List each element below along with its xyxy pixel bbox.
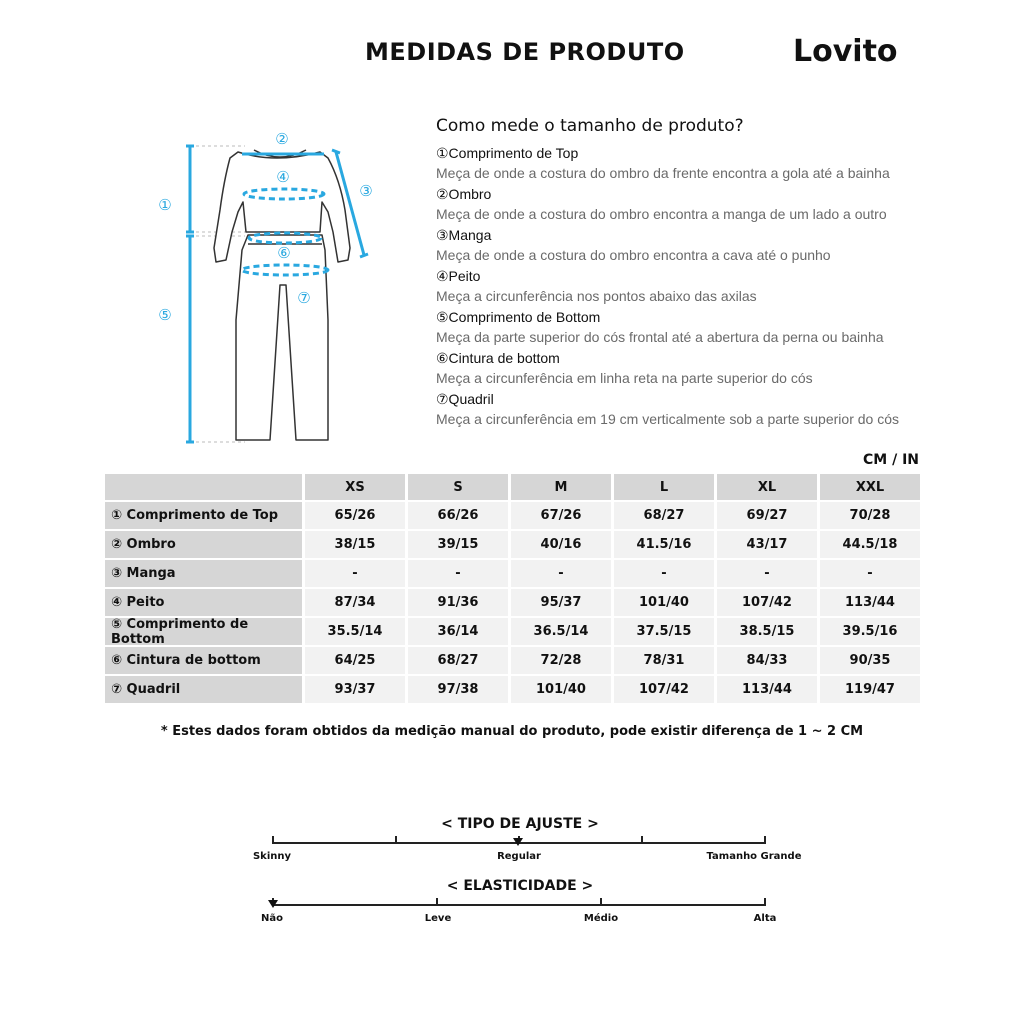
table-row bbox=[105, 618, 919, 645]
elasticity-label-nao: Não bbox=[261, 913, 283, 924]
guide-item-desc: Meça a circunferência em linha reta na parte superior do cós bbox=[436, 370, 813, 386]
table-cell: - bbox=[614, 560, 714, 587]
brand-logo: Lovito bbox=[793, 34, 898, 69]
table-cell: 68/27 bbox=[408, 647, 508, 674]
elasticity-tick bbox=[436, 898, 438, 906]
table-cell: 113/44 bbox=[820, 589, 920, 616]
table-cell: 37.5/15 bbox=[614, 618, 714, 645]
table-cell: 119/47 bbox=[820, 676, 920, 703]
table-cell: 84/33 bbox=[717, 647, 817, 674]
table-cell: 87/34 bbox=[305, 589, 405, 616]
table-cell: 66/26 bbox=[408, 502, 508, 529]
guide-item bbox=[436, 143, 996, 184]
guide-item bbox=[436, 225, 996, 266]
guide-item bbox=[436, 389, 996, 430]
table-row bbox=[105, 647, 919, 674]
table-cell: 38/15 bbox=[305, 531, 405, 558]
size-header: S bbox=[408, 474, 508, 500]
size-header: M bbox=[511, 474, 611, 500]
table-cell: 65/26 bbox=[305, 502, 405, 529]
marker-7: ⑦ bbox=[297, 289, 311, 307]
table-cell: 93/37 bbox=[305, 676, 405, 703]
table-cell: 43/17 bbox=[717, 531, 817, 558]
table-corner-cell bbox=[105, 474, 302, 500]
marker-5: ⑤ bbox=[158, 306, 172, 324]
table-cell: 38.5/15 bbox=[717, 618, 817, 645]
marker-1: ① bbox=[158, 196, 172, 214]
elasticity-tick bbox=[600, 898, 602, 906]
fit-label-regular: Regular bbox=[497, 851, 541, 862]
measurement-note: * Estes dados foram obtidos da medição manual do produto, pode existir diferença de 1 ~ 2 CM bbox=[160, 724, 864, 739]
elasticity-scale-line bbox=[272, 904, 766, 906]
table-cell: 67/26 bbox=[511, 502, 611, 529]
fit-label-large: Tamanho Grande bbox=[706, 851, 802, 862]
guide-item-name: ⑦Quadril bbox=[436, 391, 494, 407]
fit-scale-title: < TIPO DE AJUSTE > bbox=[441, 816, 599, 832]
fit-tick bbox=[395, 836, 397, 844]
guide-item-name: ⑥Cintura de bottom bbox=[436, 350, 560, 366]
row-label: ⑦ Quadril bbox=[105, 676, 302, 703]
table-cell: 101/40 bbox=[614, 589, 714, 616]
guide-item-name: ⑤Comprimento de Bottom bbox=[436, 309, 601, 325]
elasticity-tick bbox=[764, 898, 766, 906]
page-title: MEDIDAS DE PRODUTO bbox=[365, 38, 685, 66]
marker-2: ② bbox=[275, 130, 289, 148]
table-cell: 39/15 bbox=[408, 531, 508, 558]
elasticity-selected-marker-icon bbox=[268, 900, 278, 908]
fit-tick bbox=[641, 836, 643, 844]
table-row bbox=[105, 676, 919, 703]
table-cell: 39.5/16 bbox=[820, 618, 920, 645]
fit-selected-marker-icon bbox=[513, 838, 523, 846]
fit-scale bbox=[272, 836, 766, 850]
table-cell: 40/16 bbox=[511, 531, 611, 558]
row-label: ② Ombro bbox=[105, 531, 302, 558]
table-cell: 72/28 bbox=[511, 647, 611, 674]
table-cell: 95/37 bbox=[511, 589, 611, 616]
table-cell: 64/25 bbox=[305, 647, 405, 674]
table-cell: 41.5/16 bbox=[614, 531, 714, 558]
marker-6: ⑥ bbox=[277, 244, 291, 262]
elasticity-scale bbox=[272, 898, 766, 912]
guide-item bbox=[436, 184, 996, 225]
size-header: XS bbox=[305, 474, 405, 500]
size-table bbox=[105, 474, 919, 705]
size-header: XL bbox=[717, 474, 817, 500]
table-cell: 90/35 bbox=[820, 647, 920, 674]
table-cell: 107/42 bbox=[717, 589, 817, 616]
table-cell: - bbox=[511, 560, 611, 587]
table-cell: 44.5/18 bbox=[820, 531, 920, 558]
table-cell: - bbox=[717, 560, 817, 587]
table-cell: - bbox=[408, 560, 508, 587]
row-label: ⑥ Cintura de bottom bbox=[105, 647, 302, 674]
elasticity-label-leve: Leve bbox=[424, 913, 452, 924]
table-cell: 69/27 bbox=[717, 502, 817, 529]
table-cell: 70/28 bbox=[820, 502, 920, 529]
table-cell: 36/14 bbox=[408, 618, 508, 645]
row-label: ③ Manga bbox=[105, 560, 302, 587]
guide-item bbox=[436, 307, 996, 348]
row-label: ① Comprimento de Top bbox=[105, 502, 302, 529]
measurement-guide bbox=[436, 116, 996, 430]
size-header: XXL bbox=[820, 474, 920, 500]
row-label: ⑤ Comprimento de Bottom bbox=[105, 618, 302, 645]
table-cell: 113/44 bbox=[717, 676, 817, 703]
elasticity-label-alta: Alta bbox=[753, 913, 777, 924]
table-cell: 35.5/14 bbox=[305, 618, 405, 645]
table-row bbox=[105, 589, 919, 616]
elasticity-label-medio: Médio bbox=[583, 913, 619, 924]
unit-label: CM / IN bbox=[863, 452, 919, 468]
guide-item-name: ②Ombro bbox=[436, 186, 492, 202]
fit-tick bbox=[764, 836, 766, 844]
fit-tick bbox=[272, 836, 274, 844]
guide-item bbox=[436, 266, 996, 307]
marker-3: ③ bbox=[359, 182, 373, 200]
guide-item-desc: Meça de onde a costura do ombro da frente encontra a gola até a bainha bbox=[436, 165, 890, 181]
table-cell: - bbox=[305, 560, 405, 587]
marker-4: ④ bbox=[276, 168, 290, 186]
guide-item-desc: Meça da parte superior do cós frontal até a abertura da perna ou bainha bbox=[436, 329, 884, 345]
table-cell: 36.5/14 bbox=[511, 618, 611, 645]
table-row bbox=[105, 502, 919, 529]
elasticity-scale-title: < ELASTICIDADE > bbox=[446, 878, 594, 894]
guide-item-desc: Meça de onde a costura do ombro encontra a manga de um lado a outro bbox=[436, 206, 887, 222]
table-row bbox=[105, 560, 919, 587]
garment-diagram bbox=[150, 120, 390, 450]
guide-item-desc: Meça a circunferência nos pontos abaixo das axilas bbox=[436, 288, 757, 304]
table-cell: - bbox=[820, 560, 920, 587]
table-cell: 97/38 bbox=[408, 676, 508, 703]
guide-item bbox=[436, 348, 996, 389]
table-row bbox=[105, 531, 919, 558]
guide-item-name: ①Comprimento de Top bbox=[436, 145, 579, 161]
guide-heading: Como mede o tamanho de produto? bbox=[436, 116, 744, 136]
table-cell: 107/42 bbox=[614, 676, 714, 703]
table-cell: 101/40 bbox=[511, 676, 611, 703]
guide-item-name: ③Manga bbox=[436, 227, 492, 243]
table-cell: 91/36 bbox=[408, 589, 508, 616]
guide-item-desc: Meça de onde a costura do ombro encontra a cava até o punho bbox=[436, 247, 831, 263]
guide-item-name: ④Peito bbox=[436, 268, 481, 284]
table-header-row bbox=[105, 474, 919, 500]
fit-label-skinny: Skinny bbox=[252, 851, 292, 862]
size-header: L bbox=[614, 474, 714, 500]
table-cell: 78/31 bbox=[614, 647, 714, 674]
row-label: ④ Peito bbox=[105, 589, 302, 616]
table-cell: 68/27 bbox=[614, 502, 714, 529]
guide-item-desc: Meça a circunferência em 19 cm verticalmente sob a parte superior do cós bbox=[436, 411, 899, 427]
